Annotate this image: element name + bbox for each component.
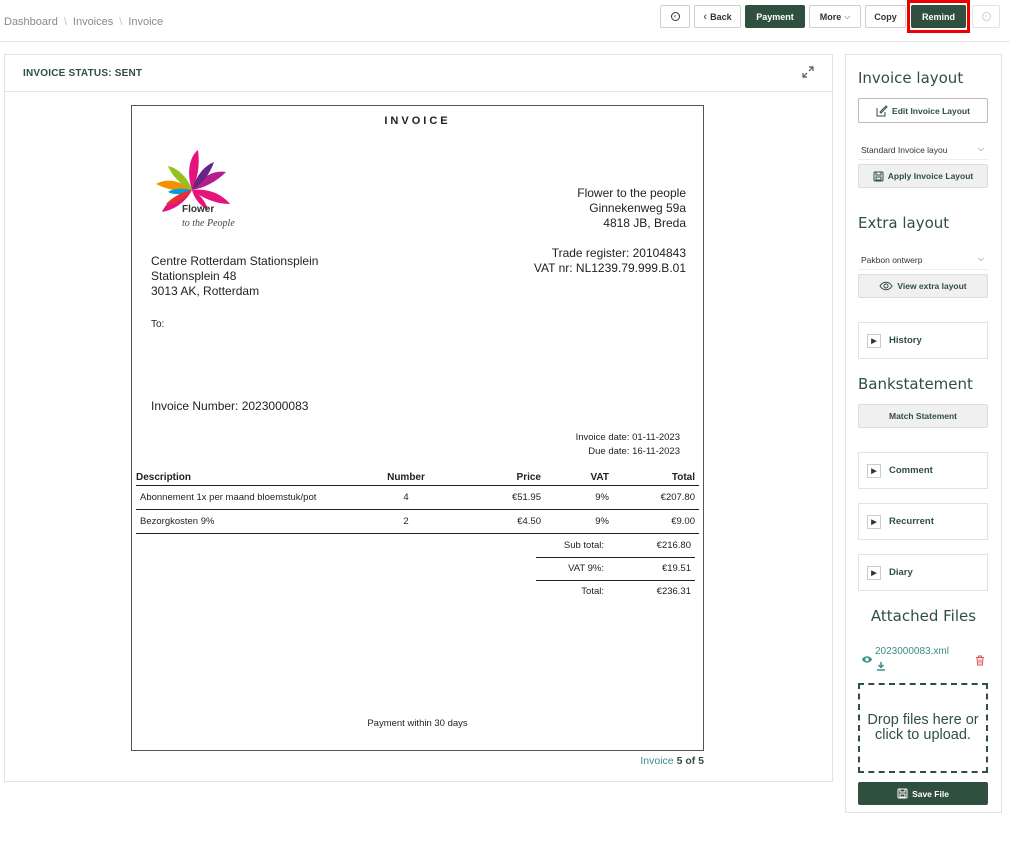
- table-cell: €4.50: [517, 516, 541, 527]
- bankstatement-heading: Bankstatement: [858, 375, 973, 393]
- vat-total-value: €19.51: [661, 563, 691, 574]
- table-cell: Bezorgkosten 9%: [140, 516, 215, 527]
- payment-button-label: Payment: [756, 11, 794, 22]
- subtotal-label: Sub total:: [563, 540, 604, 551]
- file-dropzone[interactable]: [858, 683, 988, 773]
- invoice-status-header: [5, 55, 832, 92]
- play-icon: ▶: [867, 334, 881, 348]
- due-date: Due date: 16-11-2023: [588, 446, 680, 457]
- right-sidebar: [845, 54, 1002, 813]
- table-cell: 9%: [595, 492, 609, 503]
- chevron-left-icon: ‹: [703, 10, 708, 23]
- remind-button-label: Remind: [921, 11, 955, 22]
- table-cell: 2: [403, 516, 409, 527]
- recurrent-label: Recurrent: [889, 516, 934, 527]
- trash-icon[interactable]: [975, 655, 985, 669]
- dropzone-text: Drop files here or click to upload.: [867, 712, 979, 743]
- column-header: Number: [387, 472, 425, 483]
- attached-file-link[interactable]: 2023000083.xml: [875, 646, 949, 657]
- view-extra-layout-label: View extra layout: [897, 281, 967, 291]
- table-cell: €9.00: [671, 516, 695, 527]
- subtotal-value: €216.80: [656, 540, 691, 551]
- save-file-button[interactable]: [858, 782, 988, 805]
- sender-name: Flower to the people: [577, 186, 686, 200]
- breadcrumb-invoices[interactable]: Invoices: [72, 16, 114, 28]
- column-header: Price: [516, 472, 541, 483]
- copy-button[interactable]: [865, 5, 906, 28]
- column-header: VAT: [590, 472, 609, 483]
- to-label: To:: [151, 319, 165, 330]
- sender-registration: [534, 246, 686, 276]
- next-invoice-button[interactable]: [972, 5, 1000, 28]
- view-extra-layout-button[interactable]: [858, 274, 988, 298]
- invoice-number: Invoice Number: 2023000083: [151, 399, 309, 413]
- chevron-down-icon: ⌵: [844, 11, 851, 21]
- recipient-city: 3013 AK, Rotterdam: [151, 284, 260, 298]
- comment-label: Comment: [889, 465, 933, 476]
- sender-address: [577, 186, 686, 231]
- history-label: History: [889, 335, 922, 346]
- edit-invoice-layout-button[interactable]: [858, 98, 988, 123]
- table-header-row: [136, 470, 699, 486]
- invoice-title: INVOICE: [384, 115, 451, 127]
- invoice-document: [131, 105, 704, 751]
- chevron-down-icon: ⌵: [977, 144, 984, 153]
- breadcrumb-dashboard[interactable]: Dashboard: [4, 16, 58, 28]
- more-button[interactable]: [809, 5, 861, 28]
- table-cell: 9%: [595, 516, 609, 527]
- extra-layout-select-value: Pakbon ontwerp: [861, 254, 923, 265]
- save-icon: [873, 171, 884, 182]
- payment-button[interactable]: [745, 5, 805, 28]
- back-button-label: Back: [710, 11, 732, 22]
- download-icon[interactable]: [876, 661, 886, 674]
- breadcrumb-separator: \: [63, 16, 67, 28]
- vat-number: VAT nr: NL1239.79.999.B.01: [533, 261, 686, 275]
- column-header: Total: [671, 472, 695, 483]
- recurrent-section-toggle[interactable]: [858, 503, 988, 540]
- invoice-status-label: INVOICE STATUS: SENT: [23, 67, 143, 79]
- apply-invoice-layout-label: Apply Invoice Layout: [887, 171, 974, 181]
- top-bar: [0, 0, 1010, 42]
- breadcrumb-separator: \: [119, 16, 123, 28]
- table-cell: Abonnement 1x per maand bloemstuk/pot: [140, 492, 317, 503]
- pager-prefix: Invoice: [640, 755, 674, 767]
- total-value: €236.31: [656, 586, 691, 597]
- eye-icon: [879, 281, 893, 291]
- payment-terms: Payment within 30 days: [367, 718, 468, 729]
- invoice-layout-heading: Invoice layout: [858, 69, 964, 87]
- table-cell: €51.95: [511, 492, 541, 503]
- breadcrumb: [4, 16, 163, 28]
- diary-label: Diary: [889, 567, 913, 578]
- attached-files-heading: Attached Files: [870, 607, 977, 625]
- comment-section-toggle[interactable]: [858, 452, 988, 489]
- invoice-lines-table: [136, 470, 699, 534]
- circle-right-icon: ›: [982, 12, 991, 21]
- edit-invoice-layout-label: Edit Invoice Layout: [892, 105, 970, 116]
- table-cell: €207.80: [660, 492, 695, 503]
- diary-section-toggle[interactable]: [858, 554, 988, 591]
- circle-left-icon: ‹: [671, 12, 680, 21]
- total-row: [536, 580, 695, 603]
- sender-street: Ginnekenweg 59a: [589, 201, 686, 215]
- play-icon: ▶: [867, 515, 881, 529]
- invoice-layout-select[interactable]: [858, 140, 988, 160]
- remind-button[interactable]: [911, 5, 966, 28]
- vat-row: [536, 557, 695, 580]
- logo-text-flower: Flower: [182, 204, 215, 215]
- copy-button-label: Copy: [874, 11, 897, 22]
- match-statement-label: Match Statement: [888, 411, 957, 421]
- extra-layout-heading: Extra layout: [858, 214, 950, 232]
- total-label: Total:: [581, 586, 604, 597]
- column-header: Description: [136, 472, 192, 483]
- edit-icon: [876, 105, 888, 117]
- back-button[interactable]: [694, 5, 741, 28]
- breadcrumb-invoice: Invoice: [128, 16, 164, 28]
- table-cell: 4: [403, 492, 409, 503]
- trade-register: Trade register: 20104843: [551, 246, 686, 260]
- previous-invoice-button[interactable]: [660, 5, 690, 28]
- more-button-label: More: [819, 11, 842, 22]
- play-icon: ▶: [867, 464, 881, 478]
- history-section-toggle[interactable]: [858, 322, 988, 359]
- invoice-layout-select-value: Standard Invoice layou: [861, 144, 948, 155]
- chevron-down-icon: ⌵: [977, 254, 984, 263]
- expand-icon[interactable]: [802, 66, 814, 78]
- sender-city: 4818 JB, Breda: [603, 216, 686, 230]
- invoice-date: Invoice date: 01-11-2023: [575, 432, 680, 443]
- pager-position: 5 of 5: [676, 755, 704, 767]
- apply-invoice-layout-button[interactable]: [858, 164, 988, 188]
- table-row: [136, 510, 699, 534]
- save-file-label: Save File: [912, 788, 949, 799]
- match-statement-button[interactable]: [858, 404, 988, 428]
- invoice-panel: [4, 54, 833, 782]
- recipient-name: Centre Rotterdam Stationsplein: [151, 254, 319, 268]
- recipient-street: Stationsplein 48: [151, 269, 237, 283]
- invoice-dates: [576, 431, 680, 459]
- logo-text-to-the-people: to the People: [182, 218, 235, 229]
- subtotal-row: [536, 534, 695, 557]
- recipient-address: [151, 254, 318, 299]
- table-row: [136, 486, 699, 510]
- extra-layout-select[interactable]: [858, 250, 988, 270]
- invoice-pager: [640, 755, 704, 767]
- eye-icon[interactable]: [861, 655, 873, 667]
- vat-total-label: VAT 9%:: [568, 563, 604, 574]
- save-icon: [897, 788, 908, 799]
- play-icon: ▶: [867, 566, 881, 580]
